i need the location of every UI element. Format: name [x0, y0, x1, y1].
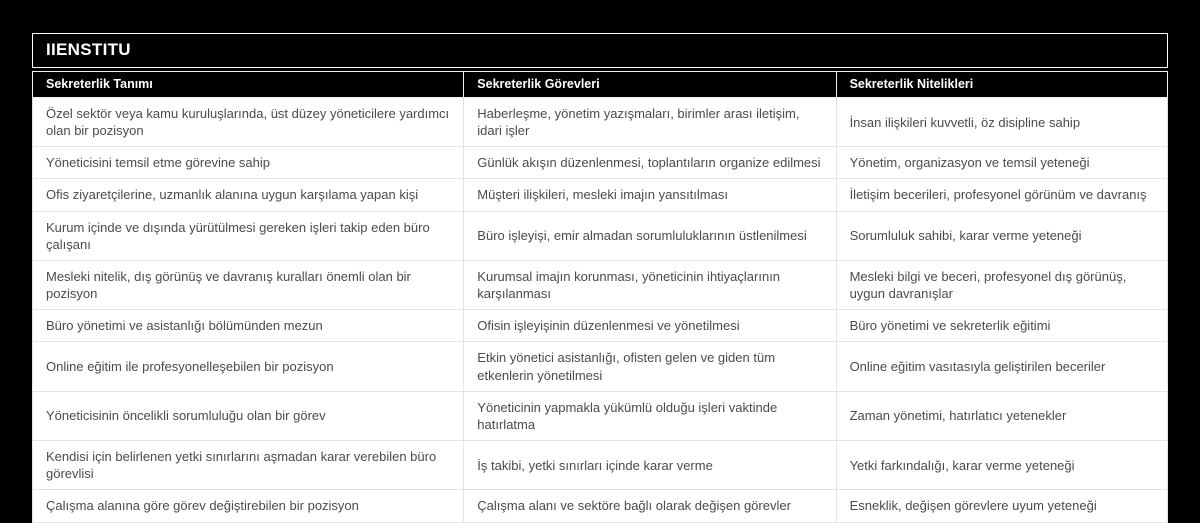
brand-bar: [32, 33, 1168, 68]
table-cell: Sorumluluk sahibi, karar verme yeteneği: [836, 211, 1167, 260]
table-cell: Haberleşme, yönetim yazışmaları, birimler arası iletişim, idari işler: [464, 98, 836, 147]
table-row: [33, 98, 1168, 147]
table-cell: Özel sektör veya kamu kuruluşlarında, üst düzey yöneticilere yardımcı olan bir pozisyon: [33, 98, 464, 147]
table-header-row: [33, 72, 1168, 98]
table-cell: Ofis ziyaretçilerine, uzmanlık alanına uygun karşılama yapan kişi: [33, 179, 464, 211]
table-row: [33, 342, 1168, 391]
table-cell: İletişim becerileri, profesyonel görünüm ve davranış: [836, 179, 1167, 211]
table-cell: Ofisin işleyişinin düzenlenmesi ve yönetilmesi: [464, 310, 836, 342]
table-cell: Mesleki nitelik, dış görünüş ve davranış kuralları önemli olan bir pozisyon: [33, 260, 464, 309]
table-cell: Müşteri ilişkileri, mesleki imajın yansıtılması: [464, 179, 836, 211]
secretary-info-table: [32, 71, 1168, 523]
table-cell: Yöneticisinin öncelikli sorumluluğu olan bir görev: [33, 391, 464, 440]
table-cell: İş takibi, yetki sınırları içinde karar verme: [464, 441, 836, 490]
column-header-sekreterlik-tanimi: Sekreterlik Tanımı: [33, 72, 464, 98]
table-row: [33, 147, 1168, 179]
table-cell: Büro yönetimi ve asistanlığı bölümünden mezun: [33, 310, 464, 342]
table-cell: Yöneticinin yapmakla yükümlü olduğu işleri vaktinde hatırlatma: [464, 391, 836, 440]
table-cell: Yönetim, organizasyon ve temsil yeteneği: [836, 147, 1167, 179]
table-cell: Kendisi için belirlenen yetki sınırlarını aşmadan karar verebilen büro görevlisi: [33, 441, 464, 490]
table-cell: Online eğitim vasıtasıyla geliştirilen beceriler: [836, 342, 1167, 391]
table-cell: Yöneticisini temsil etme görevine sahip: [33, 147, 464, 179]
table-cell: Kurum içinde ve dışında yürütülmesi gereken işleri takip eden büro çalışanı: [33, 211, 464, 260]
table-cell: Büro yönetimi ve sekreterlik eğitimi: [836, 310, 1167, 342]
table-row: [33, 391, 1168, 440]
brand-title: IIENSTITU: [46, 40, 131, 59]
table-cell: Yetki farkındalığı, karar verme yeteneği: [836, 441, 1167, 490]
table-cell: Günlük akışın düzenlenmesi, toplantıların organize edilmesi: [464, 147, 836, 179]
table-cell: Kurumsal imajın korunması, yöneticinin ihtiyaçlarının karşılanması: [464, 260, 836, 309]
table-row: [33, 310, 1168, 342]
column-header-sekreterlik-gorevleri: Sekreterlik Görevleri: [464, 72, 836, 98]
table-row: [33, 490, 1168, 522]
table-cell: Etkin yönetici asistanlığı, ofisten gelen ve giden tüm etkenlerin yönetilmesi: [464, 342, 836, 391]
table-cell: Esneklik, değişen görevlere uyum yeteneği: [836, 490, 1167, 522]
table-row: [33, 211, 1168, 260]
table-cell: Çalışma alanı ve sektöre bağlı olarak değişen görevler: [464, 490, 836, 522]
table-cell: Mesleki bilgi ve beceri, profesyonel dış görünüş, uygun davranışlar: [836, 260, 1167, 309]
table-row: [33, 179, 1168, 211]
table-cell: Çalışma alanına göre görev değiştirebilen bir pozisyon: [33, 490, 464, 522]
table-row: [33, 441, 1168, 490]
table-cell: İnsan ilişkileri kuvvetli, öz disipline sahip: [836, 98, 1167, 147]
table-row: [33, 260, 1168, 309]
table-cell: Zaman yönetimi, hatırlatıcı yetenekler: [836, 391, 1167, 440]
column-header-sekreterlik-nitelikleri: Sekreterlik Nitelikleri: [836, 72, 1167, 98]
table-cell: Büro işleyişi, emir almadan sorumluluklarının üstlenilmesi: [464, 211, 836, 260]
table-cell: Online eğitim ile profesyonelleşebilen bir pozisyon: [33, 342, 464, 391]
